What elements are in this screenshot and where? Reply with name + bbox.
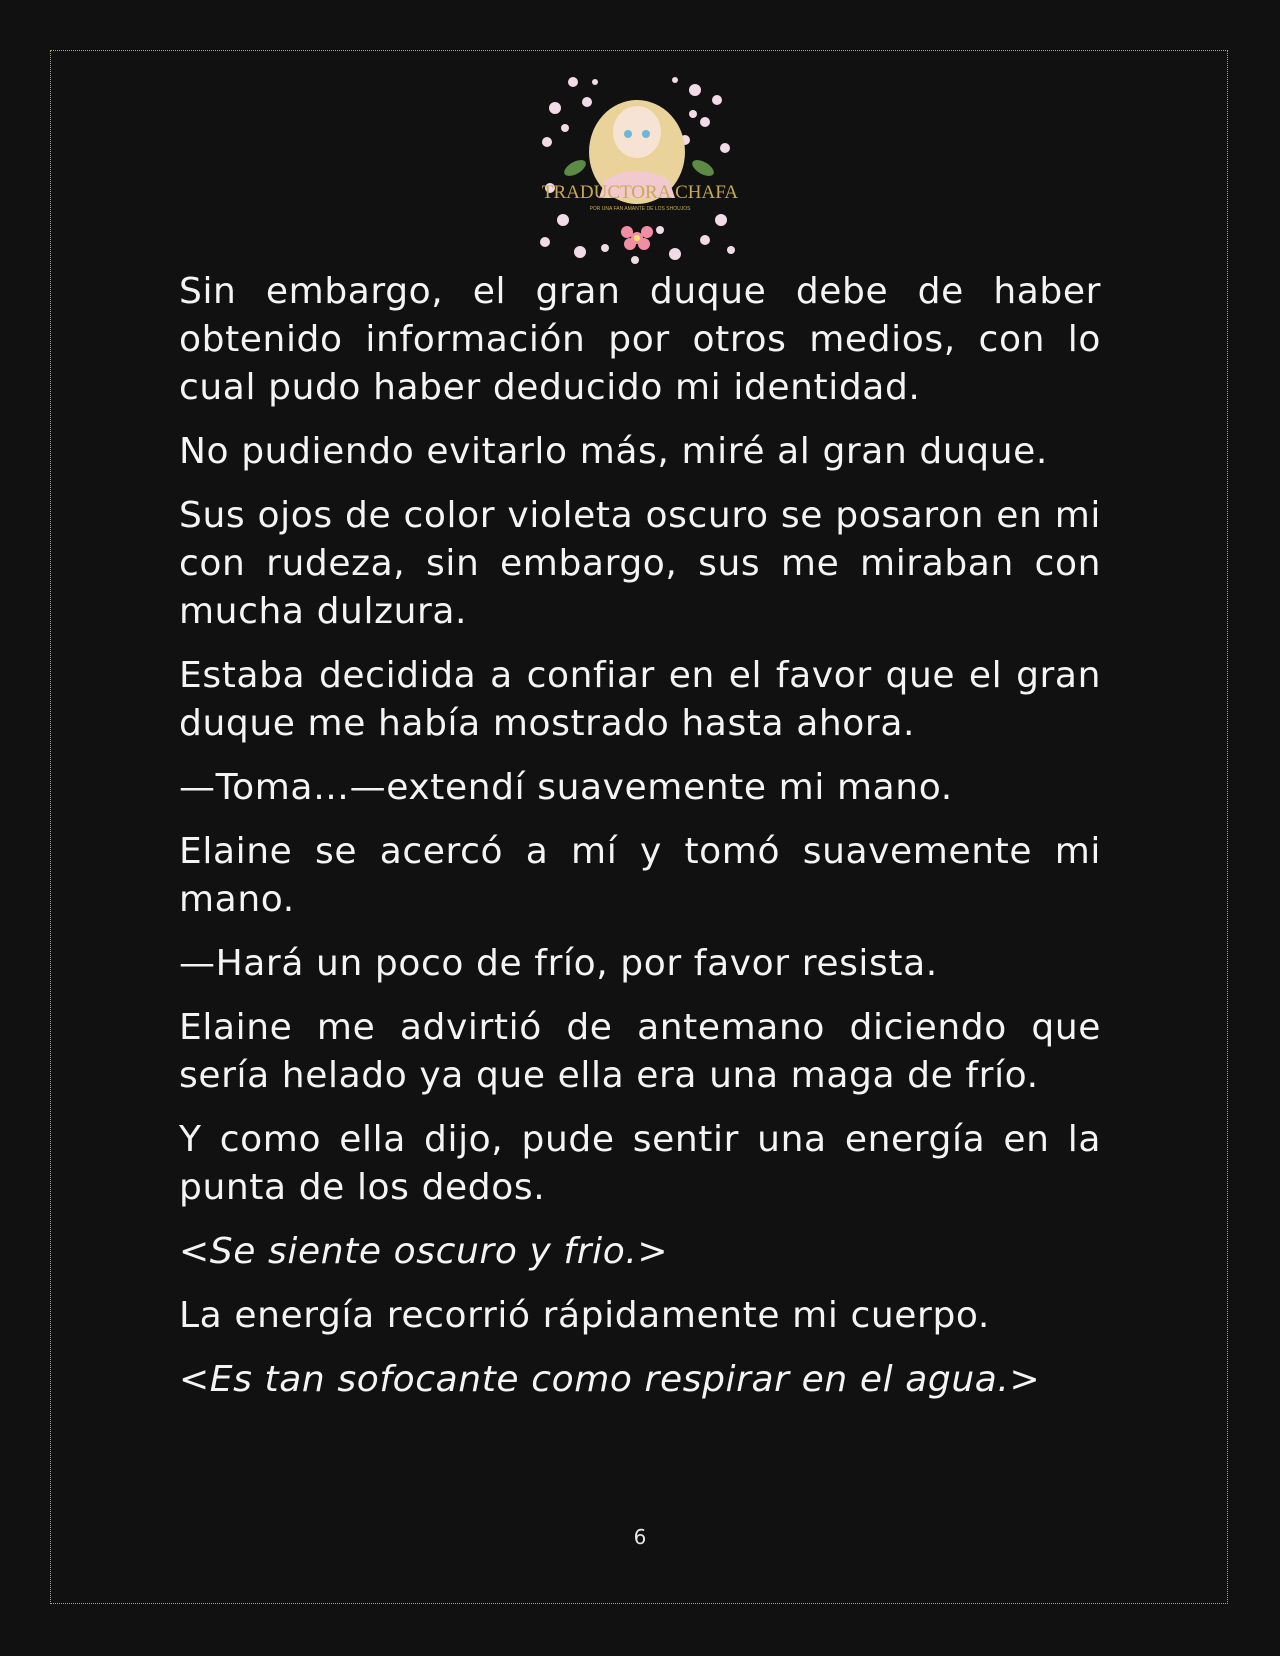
- page-number: 6: [633, 1525, 647, 1549]
- dialogue-line: —Hará un poco de frío, por favor resista.: [179, 943, 938, 984]
- translator-logo: [535, 70, 745, 266]
- logo-image: [535, 70, 745, 266]
- paragraph: Sin embargo, el gran duque debe de haber obtenido información por otros medios, con lo cual pudo haber deducido mi identidad.: [179, 271, 1101, 408]
- inner-voice-line: <Es tan sofocante como respirar en el agua.>: [179, 1359, 1041, 1400]
- dialogue-line: —Toma…—extendí suavemente mi mano.: [179, 767, 953, 808]
- paragraph: Elaine me advirtió de antemano diciendo que sería helado ya que ella era una maga de frío.: [179, 1007, 1101, 1096]
- paragraph: Y como ella dijo, pude sentir una energía en la punta de los dedos.: [179, 1119, 1101, 1208]
- paragraph: Sus ojos de color violeta oscuro se posaron en mi con rudeza, sin embargo, sus me miraban con mucha dulzura.: [179, 495, 1101, 632]
- logo-subtitle: POR UNA FAN AMANTE DE LOS SHOUJOS: [589, 206, 691, 212]
- logo-title: TRADUCTORA CHAFA: [541, 182, 739, 203]
- paragraph: Elaine se acercó a mí y tomó suavemente mi mano.: [179, 831, 1101, 920]
- inner-voice-line: <Se siente oscuro y frio.>: [179, 1231, 669, 1272]
- paragraph: La energía recorrió rápidamente mi cuerpo.: [179, 1295, 990, 1336]
- paragraph: No pudiendo evitarlo más, miré al gran duque.: [179, 431, 1048, 472]
- story-text: [179, 268, 1101, 1420]
- paragraph: Estaba decidida a confiar en el favor que el gran duque me había mostrado hasta ahora.: [179, 655, 1101, 744]
